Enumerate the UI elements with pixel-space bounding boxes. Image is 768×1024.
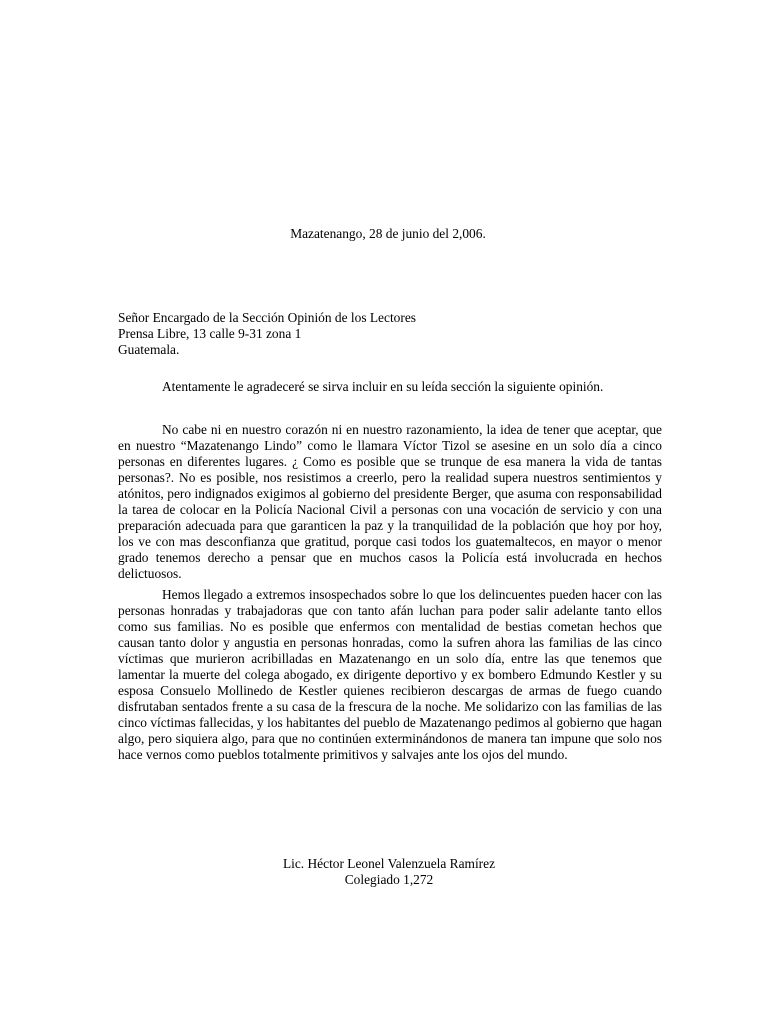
recipient-line: Guatemala. bbox=[118, 342, 180, 357]
date-line: Mazatenango, 28 de junio del 2,006. bbox=[290, 226, 486, 241]
recipient-line: Señor Encargado de la Sección Opinión de los Lectores bbox=[118, 310, 416, 325]
intro-paragraph: Atentamente le agradeceré se sirva incluir en su leída sección la siguiente opinión. bbox=[162, 379, 604, 394]
recipient-address bbox=[118, 310, 678, 358]
recipient-line: Prensa Libre, 13 calle 9-31 zona 1 bbox=[118, 326, 302, 341]
signature-registration: Colegiado 1,272 bbox=[344, 872, 434, 887]
signature-block bbox=[0, 856, 768, 888]
body-paragraph: No cabe ni en nuestro corazón ni en nuestro razonamiento, la idea de tener que aceptar, que en nuestro “Mazatenango Lindo” como le llamara Víctor Tizol se asesine en un solo día a cinco personas en diferentes lugares. ¿ Como es posible que se trunque de esa manera la vida de tantas personas?. No es posible, nos resistimos a creerlo, pero la realidad supera nuestros sentimientos y atónitos, pero indignados exigimos al gobierno del presidente Berger, que asuma con responsabilidad la tarea de colocar en la Policía Nacional Civil a personas con una vocación de servicio y con una preparación adecuada para que garanticen la paz y la tranquilidad de la población que hoy por hoy, los ve con mas desconfianza que gratitud, porque casi todos los guatemaltecos, en mayor o menor grado tenemos derecho a pensar que en muchos casos la Policía está involucrada en hechos delictuosos. bbox=[118, 422, 662, 581]
signature-name: Lic. Héctor Leonel Valenzuela Ramírez bbox=[282, 856, 496, 871]
body-paragraph: Hemos llegado a extremos insospechados sobre lo que los delincuentes pueden hacer con las personas honradas y trabajadoras que con tanto afán luchan para poder salir adelante tanto ellos como sus familias. No es posible que enfermos con mentalidad de bestias cometan hechos que causan tanto dolor y angustia en personas honradas, como la sufren ahora las familias de las cinco víctimas que murieron acribilladas en Mazatenango en un solo día, entre las que tenemos que lamentar la muerte del colega abogado, ex dirigente deportivo y ex bombero Edmundo Kestler y su esposa Consuelo Mollinedo de Kestler quienes recibieron descargas de armas de fuego cuando disfrutaban sentados frente a su casa de la frescura de la noche. Me solidarizo con las familias de las cinco víctimas fallecidas, y los habitantes del pueblo de Mazatenango pedimos al gobierno que hagan algo, pero siquiera algo, para que no continúen exterminándonos de manera tan impune que solo nos hace vernos como pueblos totalmente primitivos y salvajes ante los ojos del mundo. bbox=[118, 587, 663, 762]
